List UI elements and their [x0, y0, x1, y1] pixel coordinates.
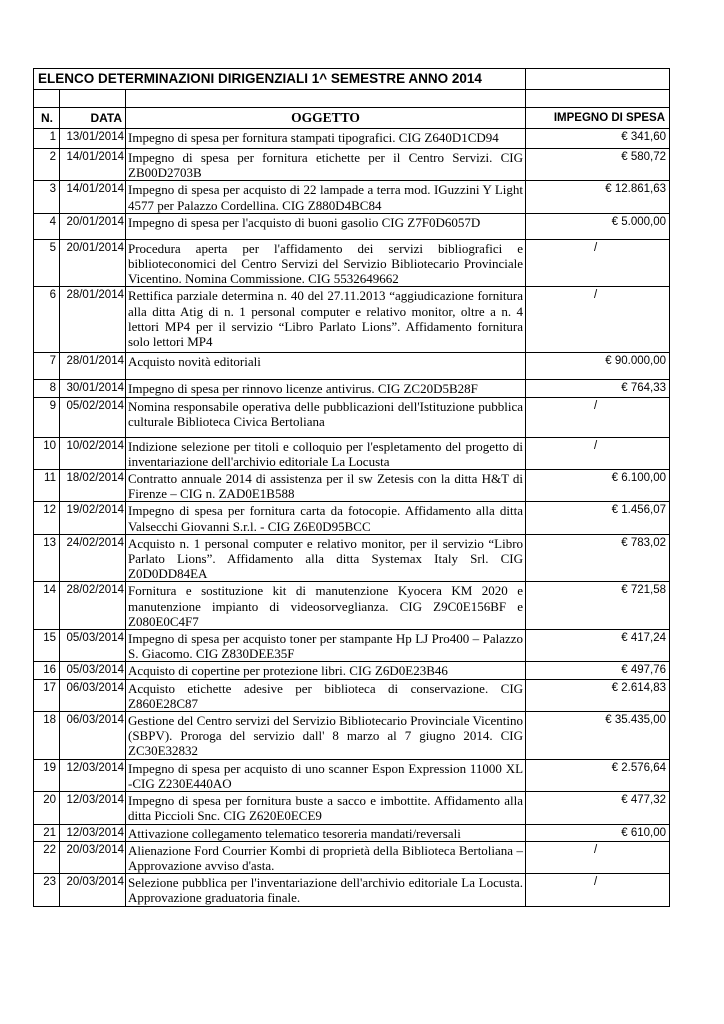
row-date: 24/02/2014 — [60, 534, 126, 582]
row-subject: Impegno di spesa per fornitura buste a sacco e imbottite. Affidamento alla ditta Piccioli Snc. CIG Z620E0ECE9 — [126, 792, 526, 824]
row-number: 15 — [34, 630, 60, 662]
row-subject: Impegno di spesa per fornitura stampati tipografici. CIG Z640D1CD94 — [126, 129, 526, 149]
row-amount: € 610,00 — [526, 824, 670, 841]
title-row — [34, 69, 670, 90]
row-amount: / — [526, 437, 670, 469]
spacer-row — [34, 90, 670, 108]
row-amount: € 5.000,00 — [526, 213, 670, 239]
row-subject: Fornitura e sostituzione kit di manutenzione Kyocera KM 2020 e manutenzione impianto di videosorveglianza. CIG Z9C0E156BF e Z080E0C4F7 — [126, 582, 526, 630]
row-date: 28/01/2014 — [60, 287, 126, 353]
row-amount: / — [526, 841, 670, 873]
row-subject: Contratto annuale 2014 di assistenza per il sw Zetesis con la ditta H&T di Firenze – CIG n. ZAD0E1B588 — [126, 470, 526, 502]
row-number: 4 — [34, 213, 60, 239]
row-number: 21 — [34, 824, 60, 841]
row-number: 12 — [34, 502, 60, 534]
row-number: 23 — [34, 874, 60, 906]
row-date: 20/03/2014 — [60, 841, 126, 873]
row-amount: / — [526, 239, 670, 287]
row-number: 10 — [34, 437, 60, 469]
row-date: 30/01/2014 — [60, 380, 126, 397]
row-subject: Acquisto etichette adesive per biblioteca di conservazione. CIG Z860E28C87 — [126, 679, 526, 711]
row-amount: € 764,33 — [526, 380, 670, 397]
row-subject: Impegno di spesa per l'acquisto di buoni gasolio CIG Z7F0D6057D — [126, 213, 526, 239]
row-number: 14 — [34, 582, 60, 630]
row-amount: € 580,72 — [526, 149, 670, 181]
row-number: 20 — [34, 792, 60, 824]
row-date: 28/02/2014 — [60, 582, 126, 630]
row-amount: € 6.100,00 — [526, 470, 670, 502]
table-row — [34, 712, 670, 760]
row-date: 18/02/2014 — [60, 470, 126, 502]
row-date: 14/01/2014 — [60, 149, 126, 181]
row-number: 13 — [34, 534, 60, 582]
row-date: 20/01/2014 — [60, 239, 126, 287]
row-subject: Impegno di spesa per fornitura carta da fotocopie. Affidamento alla ditta Valsecchi Giovanni S.r.l. - CIG Z6E0D95BCC — [126, 502, 526, 534]
header-n: N. — [34, 108, 60, 129]
row-amount: € 417,24 — [526, 630, 670, 662]
row-subject: Nomina responsabile operativa delle pubblicazioni dell'Istituzione pubblica culturale Biblioteca Civica Bertoliana — [126, 397, 526, 437]
determinations-sheet — [33, 68, 669, 907]
row-subject: Attivazione collegamento telematico tesoreria mandati/reversali — [126, 824, 526, 841]
row-number: 6 — [34, 287, 60, 353]
row-amount: € 2.576,64 — [526, 759, 670, 791]
table-row — [34, 287, 670, 353]
row-number: 8 — [34, 380, 60, 397]
row-date: 14/01/2014 — [60, 181, 126, 213]
row-subject: Procedura aperta per l'affidamento dei servizi bibliografici e biblioteconomici del Centro Servizi del Servizio Bibliotecario Provinciale Vicentino. Nomina Commissione. CIG 5532649662 — [126, 239, 526, 287]
row-subject: Impegno di spesa per acquisto toner per stampante Hp LJ Pro400 – Palazzo S. Giacomo. CIG Z830DEE35F — [126, 630, 526, 662]
row-date: 12/03/2014 — [60, 792, 126, 824]
table-row — [34, 380, 670, 397]
row-date: 20/01/2014 — [60, 213, 126, 239]
row-number: 2 — [34, 149, 60, 181]
table-row — [34, 149, 670, 181]
row-number: 17 — [34, 679, 60, 711]
row-amount: / — [526, 397, 670, 437]
document-title: ELENCO DETERMINAZIONI DIRIGENZIALI 1^ SEMESTRE ANNO 2014 — [34, 69, 526, 90]
table-row — [34, 792, 670, 824]
row-amount: / — [526, 287, 670, 353]
row-amount: € 2.614,83 — [526, 679, 670, 711]
row-number: 16 — [34, 662, 60, 679]
row-date: 12/03/2014 — [60, 824, 126, 841]
row-number: 11 — [34, 470, 60, 502]
table-row — [34, 470, 670, 502]
row-date: 19/02/2014 — [60, 502, 126, 534]
row-amount: € 90.000,00 — [526, 353, 670, 380]
table-row — [34, 502, 670, 534]
row-date: 10/02/2014 — [60, 437, 126, 469]
row-amount: € 497,76 — [526, 662, 670, 679]
row-date: 05/03/2014 — [60, 662, 126, 679]
title-empty-cell — [526, 69, 670, 90]
row-date: 20/03/2014 — [60, 874, 126, 906]
table-row — [34, 841, 670, 873]
table-row — [34, 759, 670, 791]
header-oggetto: OGGETTO — [126, 108, 526, 129]
row-number: 18 — [34, 712, 60, 760]
table-row — [34, 397, 670, 437]
row-subject: Acquisto di copertine per protezione libri. CIG Z6D0E23B46 — [126, 662, 526, 679]
row-number: 22 — [34, 841, 60, 873]
determinations-table — [33, 68, 670, 907]
table-row — [34, 129, 670, 149]
table-row — [34, 824, 670, 841]
row-date: 13/01/2014 — [60, 129, 126, 149]
row-amount: € 783,02 — [526, 534, 670, 582]
row-number: 3 — [34, 181, 60, 213]
row-subject: Selezione pubblica per l'inventariazione dell'archivio editoriale La Locusta. Approvazione graduatoria finale. — [126, 874, 526, 906]
row-subject: Rettifica parziale determina n. 40 del 27.11.2013 “aggiudicazione fornitura alla ditta Atig di n. 1 personal computer e relativo monitor, oltre a n. 4 lettori MP4 per il servizio “Libro Parlato Lions”. Affidamento fornitura solo lettori MP4 — [126, 287, 526, 353]
row-amount: / — [526, 874, 670, 906]
table-row — [34, 181, 670, 213]
row-subject: Acquisto n. 1 personal computer e relativo monitor, per il servizio “Libro Parlato Lions”. Affidamento alla ditta Systemax Italy Srl. CIG Z0D0DD84EA — [126, 534, 526, 582]
row-number: 19 — [34, 759, 60, 791]
table-row — [34, 534, 670, 582]
table-row — [34, 630, 670, 662]
row-subject: Alienazione Ford Courrier Kombi di proprietà della Biblioteca Bertoliana – Approvazione avviso d'asta. — [126, 841, 526, 873]
row-date: 06/03/2014 — [60, 679, 126, 711]
header-impegno: IMPEGNO DI SPESA — [526, 108, 670, 129]
row-amount: € 35.435,00 — [526, 712, 670, 760]
row-amount: € 1.456,07 — [526, 502, 670, 534]
row-number: 9 — [34, 397, 60, 437]
row-subject: Acquisto novità editoriali — [126, 353, 526, 380]
table-row — [34, 874, 670, 906]
table-row — [34, 353, 670, 380]
row-date: 05/02/2014 — [60, 397, 126, 437]
row-number: 7 — [34, 353, 60, 380]
row-date: 28/01/2014 — [60, 353, 126, 380]
row-date: 12/03/2014 — [60, 759, 126, 791]
row-amount: € 341,60 — [526, 129, 670, 149]
table-row — [34, 582, 670, 630]
row-subject: Indizione selezione per titoli e colloquio per l'espletamento del progetto di inventariazione dell'archivio editoriale La Locusta — [126, 437, 526, 469]
row-subject: Gestione del Centro servizi del Servizio Bibliotecario Provinciale Vicentino (SBPV). Proroga del servizio dall' 8 marzo al 7 giugno 2014. CIG ZC30E32832 — [126, 712, 526, 760]
row-number: 1 — [34, 129, 60, 149]
table-row — [34, 437, 670, 469]
row-number: 5 — [34, 239, 60, 287]
header-data: DATA — [60, 108, 126, 129]
table-row — [34, 213, 670, 239]
row-amount: € 477,32 — [526, 792, 670, 824]
header-row — [34, 108, 670, 129]
table-row — [34, 679, 670, 711]
table-row — [34, 239, 670, 287]
table-row — [34, 662, 670, 679]
row-date: 06/03/2014 — [60, 712, 126, 760]
row-subject: Impegno di spesa per acquisto di 22 lampade a terra mod. IGuzzini Y Light 4577 per Palazzo Cordellina. CIG Z880D4BC84 — [126, 181, 526, 213]
row-subject: Impegno di spesa per acquisto di uno scanner Espon Expression 11000 XL -CIG Z230E440AO — [126, 759, 526, 791]
row-subject: Impegno di spesa per rinnovo licenze antivirus. CIG ZC20D5B28F — [126, 380, 526, 397]
row-amount: € 12.861,63 — [526, 181, 670, 213]
row-subject: Impegno di spesa per fornitura etichette per il Centro Servizi. CIG ZB00D2703B — [126, 149, 526, 181]
row-date: 05/03/2014 — [60, 630, 126, 662]
row-amount: € 721,58 — [526, 582, 670, 630]
